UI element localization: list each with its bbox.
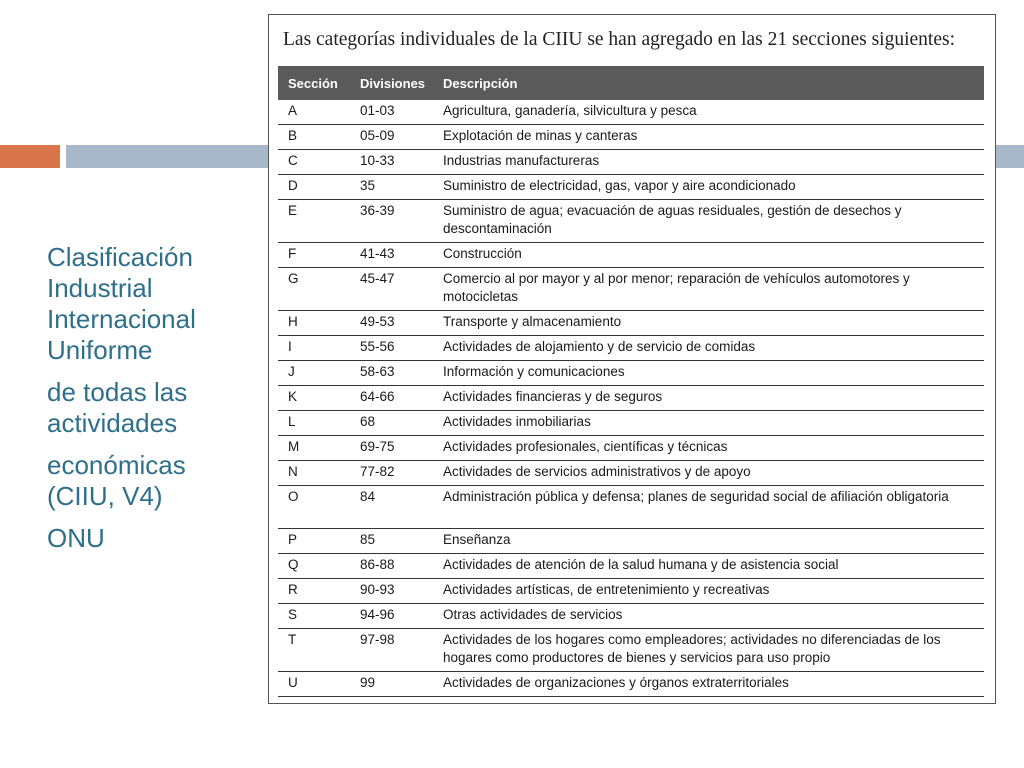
- table-row: [278, 200, 984, 243]
- description-cell: Enseñanza: [433, 529, 984, 554]
- divisions-cell: 01-03: [350, 100, 433, 125]
- table-row: [278, 386, 984, 411]
- description-cell: Actividades de organizaciones y órganos extraterritoriales: [433, 672, 984, 697]
- sections-table: [278, 66, 984, 697]
- description-cell: Otras actividades de servicios: [433, 604, 984, 629]
- table-row: [278, 243, 984, 268]
- table-row: [278, 461, 984, 486]
- description-cell: Actividades financieras y de seguros: [433, 386, 984, 411]
- table-row: [278, 100, 984, 125]
- table-row: [278, 311, 984, 336]
- section-cell: I: [278, 336, 350, 361]
- caption-line: Clasificación Industrial Internacional Uniforme: [47, 242, 196, 365]
- section-cell: F: [278, 243, 350, 268]
- divisions-cell: 84: [350, 486, 433, 529]
- description-cell: Actividades de los hogares como empleadores; actividades no diferenciadas de los hogares como productores de bienes y servicios para uso propio: [433, 629, 984, 672]
- table-row: [278, 268, 984, 311]
- table-row: [278, 604, 984, 629]
- description-cell: Administración pública y defensa; planes de seguridad social de afiliación obligatoria: [433, 486, 984, 529]
- divisions-cell: 69-75: [350, 436, 433, 461]
- table-row: [278, 336, 984, 361]
- table-row: [278, 125, 984, 150]
- caption-line: económicas (CIIU, V4): [47, 450, 186, 511]
- header-description: Descripción: [433, 66, 984, 100]
- description-cell: Explotación de minas y canteras: [433, 125, 984, 150]
- ciiu-document-image: [268, 14, 996, 704]
- section-cell: H: [278, 311, 350, 336]
- section-cell: T: [278, 629, 350, 672]
- table-row: [278, 579, 984, 604]
- table-row: [278, 672, 984, 697]
- doc-title: Las categorías individuales de la CIIU se han agregado en las 21 secciones siguientes:: [283, 29, 955, 50]
- section-cell: U: [278, 672, 350, 697]
- description-cell: Actividades profesionales, científicas y técnicas: [433, 436, 984, 461]
- table-row: [278, 411, 984, 436]
- description-cell: Construcción: [433, 243, 984, 268]
- divisions-cell: 49-53: [350, 311, 433, 336]
- section-cell: M: [278, 436, 350, 461]
- section-cell: O: [278, 486, 350, 529]
- side-caption: [47, 242, 247, 565]
- section-cell: B: [278, 125, 350, 150]
- description-cell: Actividades de servicios administrativos y de apoyo: [433, 461, 984, 486]
- table-row: [278, 150, 984, 175]
- divisions-cell: 05-09: [350, 125, 433, 150]
- divisions-cell: 41-43: [350, 243, 433, 268]
- divisions-cell: 36-39: [350, 200, 433, 243]
- description-cell: Actividades de alojamiento y de servicio de comidas: [433, 336, 984, 361]
- divisions-cell: 68: [350, 411, 433, 436]
- description-cell: Suministro de agua; evacuación de aguas residuales, gestión de desechos y descontaminación: [433, 200, 984, 243]
- section-cell: R: [278, 579, 350, 604]
- section-cell: Q: [278, 554, 350, 579]
- table-row: [278, 554, 984, 579]
- divisions-cell: 94-96: [350, 604, 433, 629]
- description-cell: Industrias manufactureras: [433, 150, 984, 175]
- section-cell: L: [278, 411, 350, 436]
- divisions-cell: 86-88: [350, 554, 433, 579]
- section-cell: C: [278, 150, 350, 175]
- description-cell: Actividades inmobiliarias: [433, 411, 984, 436]
- divisions-cell: 45-47: [350, 268, 433, 311]
- table-row: [278, 629, 984, 672]
- divisions-cell: 55-56: [350, 336, 433, 361]
- table-row: [278, 175, 984, 200]
- table-row: [278, 436, 984, 461]
- description-cell: Actividades de atención de la salud humana y de asistencia social: [433, 554, 984, 579]
- description-cell: Comercio al por mayor y al por menor; reparación de vehículos automotores y motocicletas: [433, 268, 984, 311]
- divisions-cell: 10-33: [350, 150, 433, 175]
- section-cell: S: [278, 604, 350, 629]
- section-cell: N: [278, 461, 350, 486]
- table-row: [278, 486, 984, 529]
- divisions-cell: 64-66: [350, 386, 433, 411]
- section-cell: J: [278, 361, 350, 386]
- divisions-cell: 90-93: [350, 579, 433, 604]
- section-cell: G: [278, 268, 350, 311]
- divisions-cell: 58-63: [350, 361, 433, 386]
- header-divisions: Divisiones: [350, 66, 433, 100]
- table-row: [278, 361, 984, 386]
- section-cell: A: [278, 100, 350, 125]
- accent-bar-orange: [0, 145, 60, 168]
- description-cell: Información y comunicaciones: [433, 361, 984, 386]
- table-header-row: [278, 66, 984, 100]
- divisions-cell: 97-98: [350, 629, 433, 672]
- divisions-cell: 35: [350, 175, 433, 200]
- section-cell: E: [278, 200, 350, 243]
- description-cell: Suministro de electricidad, gas, vapor y aire acondicionado: [433, 175, 984, 200]
- description-cell: Agricultura, ganadería, silvicultura y pesca: [433, 100, 984, 125]
- divisions-cell: 99: [350, 672, 433, 697]
- header-section: Sección: [278, 66, 350, 100]
- section-cell: D: [278, 175, 350, 200]
- table-row: [278, 529, 984, 554]
- divisions-cell: 85: [350, 529, 433, 554]
- section-cell: K: [278, 386, 350, 411]
- description-cell: Actividades artísticas, de entretenimiento y recreativas: [433, 579, 984, 604]
- caption-line: de todas las actividades: [47, 377, 188, 438]
- divisions-cell: 77-82: [350, 461, 433, 486]
- description-cell: Transporte y almacenamiento: [433, 311, 984, 336]
- section-cell: P: [278, 529, 350, 554]
- caption-line: ONU: [47, 523, 105, 553]
